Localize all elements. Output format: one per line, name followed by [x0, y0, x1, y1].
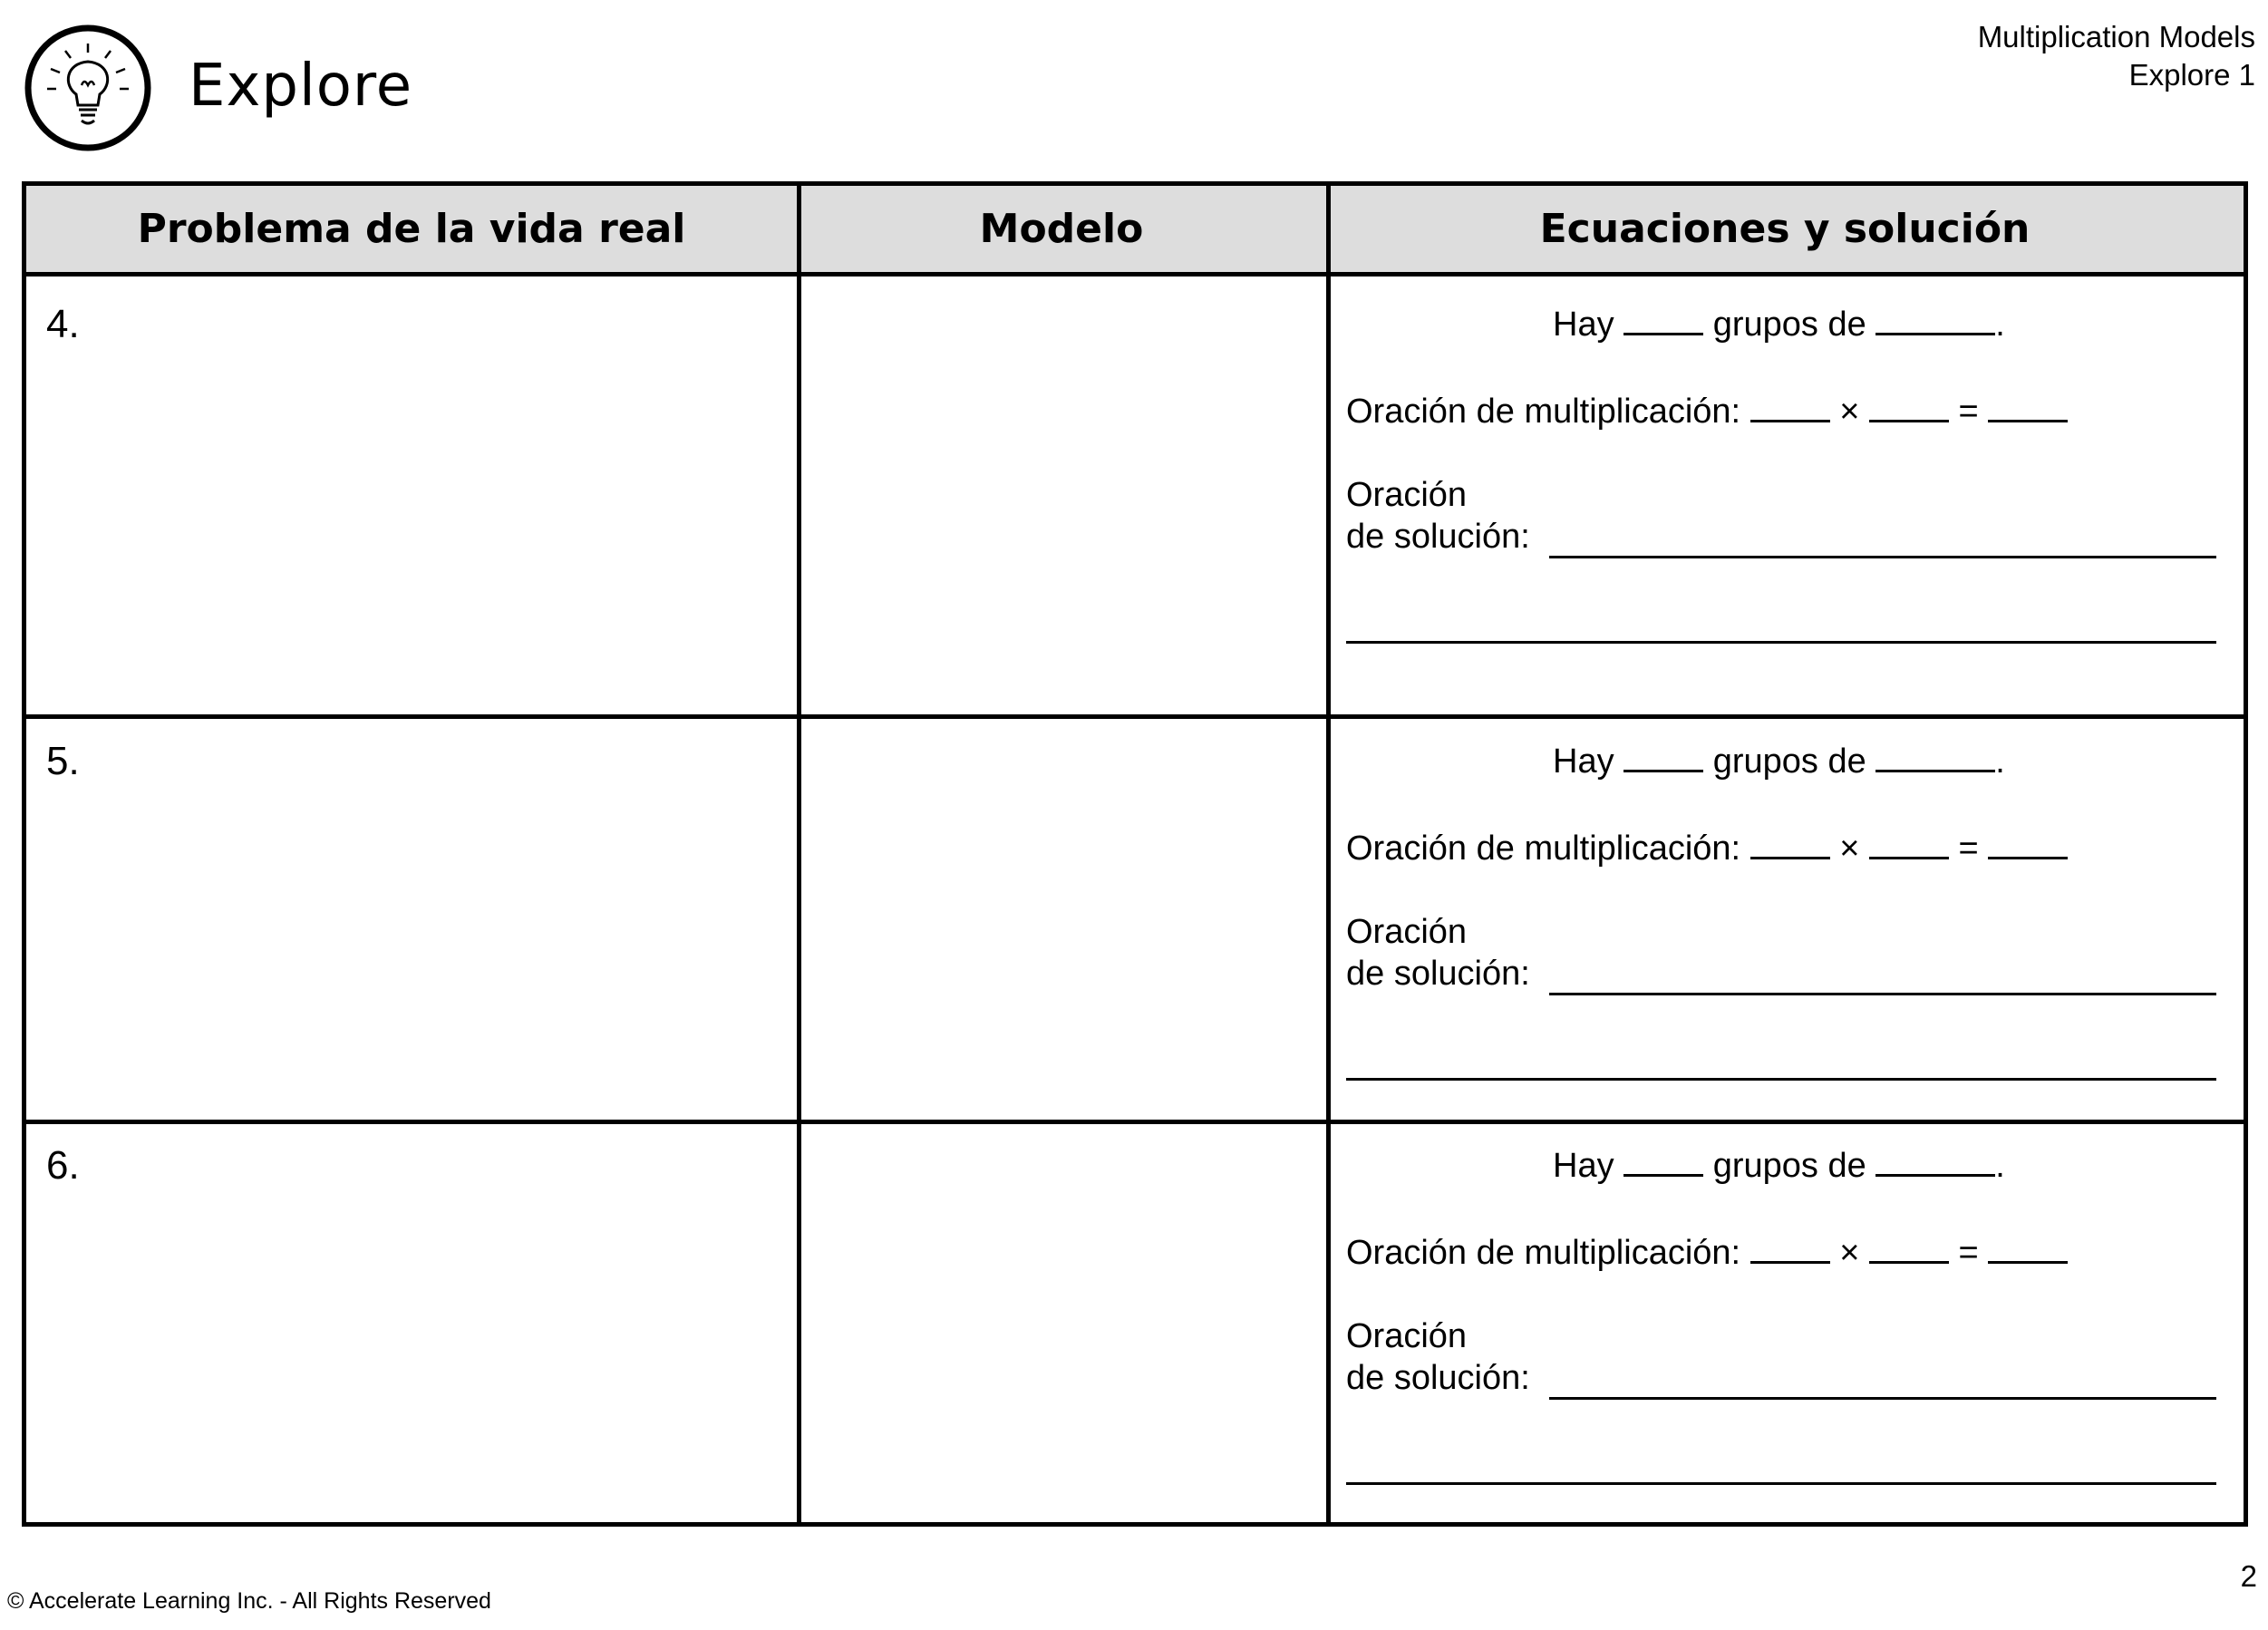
product-blank[interactable]	[1988, 826, 2068, 859]
groups-line: Hay grupos de .	[1553, 739, 2005, 781]
problem-cell[interactable]	[26, 1124, 797, 1523]
multiplication-sentence-line: Oración de multiplicación: × =	[1346, 1230, 2068, 1273]
group-size-blank[interactable]	[1875, 302, 1995, 335]
factor-blank[interactable]	[1869, 826, 1949, 859]
solution-label-2: de solución:	[1346, 1359, 1530, 1397]
problem-number: 6.	[46, 1143, 80, 1188]
column-header-model: Modelo	[797, 186, 1326, 277]
multiplication-sentence-line: Oración de multiplicación: × =	[1346, 826, 2068, 868]
topic-title: Multiplication Models	[1977, 20, 2255, 53]
problem-number: 4.	[46, 302, 80, 346]
factor-blank[interactable]	[1869, 389, 1949, 422]
solution-label-2: de solución:	[1346, 955, 1530, 993]
groups-count-blank[interactable]	[1623, 739, 1703, 772]
worksheet-table	[22, 181, 2248, 1527]
subtopic-title: Explore 1	[2128, 58, 2255, 92]
solution-blank[interactable]	[1549, 993, 2216, 995]
factor-blank[interactable]	[1869, 1230, 1949, 1264]
solution-label: Oración	[1346, 476, 1468, 514]
factor-blank[interactable]	[1750, 389, 1830, 422]
solution-blank[interactable]	[1549, 556, 2216, 558]
model-cell[interactable]	[801, 1124, 1326, 1523]
group-size-blank[interactable]	[1875, 739, 1995, 772]
page-number: 2	[2240, 1559, 2257, 1593]
problem-number: 5.	[46, 739, 80, 783]
factor-blank[interactable]	[1750, 1230, 1830, 1264]
column-header-problem: Problema de la vida real	[26, 186, 797, 277]
factor-blank[interactable]	[1750, 826, 1830, 859]
column-divider	[1326, 186, 1331, 1522]
model-cell[interactable]	[801, 719, 1326, 1120]
solution-blank[interactable]	[1346, 1078, 2216, 1081]
section-title: Explore	[189, 53, 413, 120]
solution-label: Oración	[1346, 1317, 1468, 1355]
product-blank[interactable]	[1988, 389, 2068, 422]
groups-line: Hay grupos de .	[1553, 302, 2005, 344]
solution-label: Oración	[1346, 913, 1468, 951]
groups-line: Hay grupos de .	[1553, 1143, 2005, 1186]
solution-label-2: de solución:	[1346, 518, 1530, 556]
solution-blank[interactable]	[1549, 1397, 2216, 1400]
product-blank[interactable]	[1988, 1230, 2068, 1264]
model-cell[interactable]	[801, 277, 1326, 714]
multiplication-sentence-line: Oración de multiplicación: × =	[1346, 389, 2068, 432]
group-size-blank[interactable]	[1875, 1143, 1995, 1177]
column-header-equations: Ecuaciones y solución	[1326, 186, 2244, 277]
page-header	[1978, 18, 2255, 94]
lightbulb-icon	[24, 24, 152, 152]
groups-count-blank[interactable]	[1623, 302, 1703, 335]
copyright-notice: © Accelerate Learning Inc. - All Rights Reserved	[7, 1588, 491, 1614]
problem-cell[interactable]	[26, 719, 797, 1120]
solution-blank[interactable]	[1346, 641, 2216, 644]
groups-count-blank[interactable]	[1623, 1143, 1703, 1177]
problem-cell[interactable]	[26, 277, 797, 714]
solution-blank[interactable]	[1346, 1482, 2216, 1485]
